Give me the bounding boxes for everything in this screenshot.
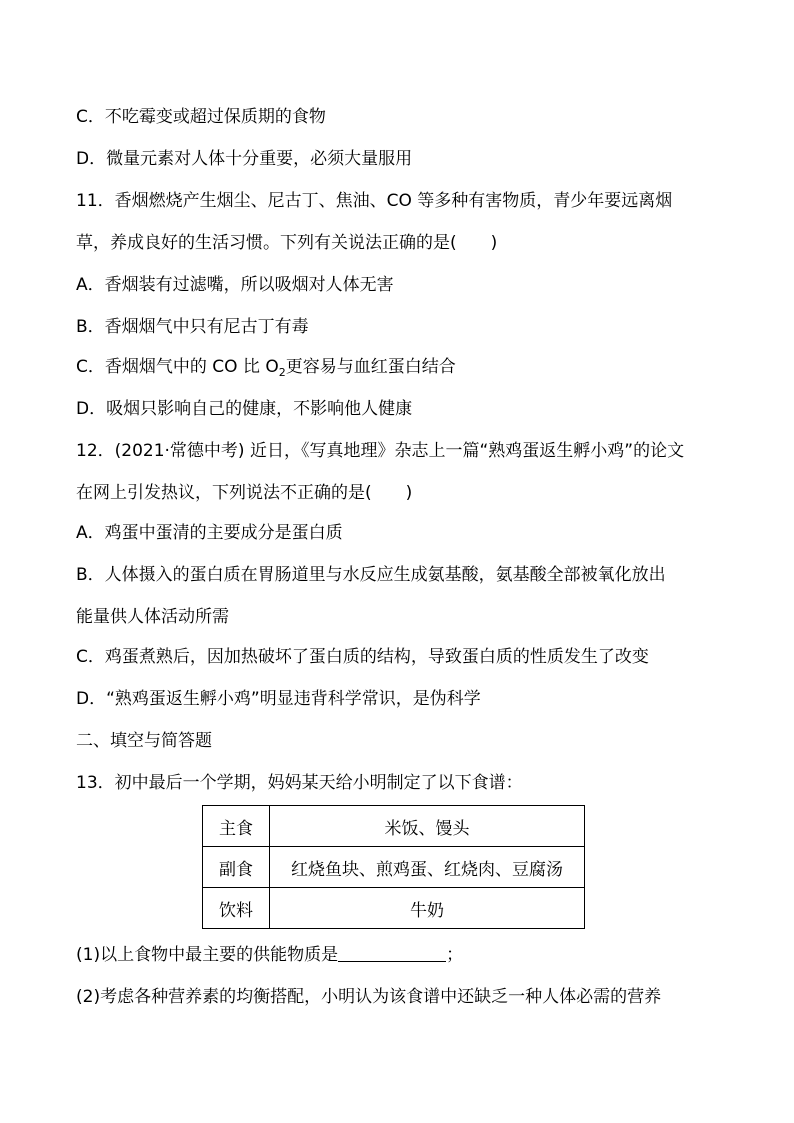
question-11-option-a: A．香烟装有过滤嘴，所以吸烟对人体无害 [76,275,394,295]
menu-value-cell: 牛奶 [270,888,585,929]
question-11-stem-line2: 草，养成良好的生活习惯。下列有关说法正确的是( ) [76,233,498,253]
section-heading: 二、填空与简答题 [76,731,212,751]
table-row [203,888,585,929]
option-c-text: C．不吃霉变或超过保质期的食物 [76,107,326,127]
part1-prefix: (1)以上食物中最主要的供能物质是 [76,945,339,965]
question-12-option-a: A．鸡蛋中蛋清的主要成分是蛋白质 [76,523,343,543]
question-11-option-d: D．吸烟只影响自己的健康，不影响他人健康 [76,399,413,419]
question-13-part1 [76,944,463,966]
question-11-option-c [76,356,456,384]
question-11-stem-line1: 11．香烟燃烧产生烟尘、尼古丁、焦油、CO 等多种有害物质，青少年要远离烟 [76,191,673,211]
question-11-option-b: B．香烟烟气中只有尼古丁有毒 [76,317,309,337]
answer-blank[interactable] [338,945,446,962]
oxygen-subscript: 2 [278,366,286,379]
menu-value-cell: 红烧鱼块、煎鸡蛋、红烧肉、豆腐汤 [270,847,585,888]
table-row [203,847,585,888]
question-13-stem: 13．初中最后一个学期，妈妈某天给小明制定了以下食谱： [76,773,523,793]
question-12-option-d: D．“熟鸡蛋返生孵小鸡”明显违背科学常识，是伪科学 [76,689,481,709]
menu-value-cell: 米饭、馒头 [270,806,585,847]
menu-table [202,805,585,929]
table-row [203,806,585,847]
menu-label-cell: 饮料 [203,888,270,929]
question-13-part2: (2)考虑各种营养素的均衡搭配，小明认为该食谱中还缺乏一种人体必需的营养 [76,987,662,1007]
option-d-text: D．微量元素对人体十分重要，必须大量服用 [76,149,413,169]
question-12-option-c: C．鸡蛋煮熟后，因加热破坏了蛋白质的结构，导致蛋白质的性质发生了改变 [76,647,649,667]
option-c-suffix: 更容易与血红蛋白结合 [285,357,456,377]
menu-label-cell: 主食 [203,806,270,847]
question-12-option-b-line2: 能量供人体活动所需 [76,607,229,627]
question-12-stem-line2: 在网上引发热议，下列说法不正确的是( ) [76,483,413,503]
menu-label-cell: 副食 [203,847,270,888]
question-12-option-b-line1: B．人体摄入的蛋白质在胃肠道里与水反应生成氨基酸，氨基酸全部被氧化放出 [76,565,666,585]
part1-suffix: ； [446,945,464,965]
question-12-stem-line1: 12．(2021·常德中考) 近日，《写真地理》杂志上一篇“熟鸡蛋返生孵小鸡”的论文 [76,441,685,461]
option-c-prefix: C．香烟烟气中的 CO 比 O [76,357,279,377]
